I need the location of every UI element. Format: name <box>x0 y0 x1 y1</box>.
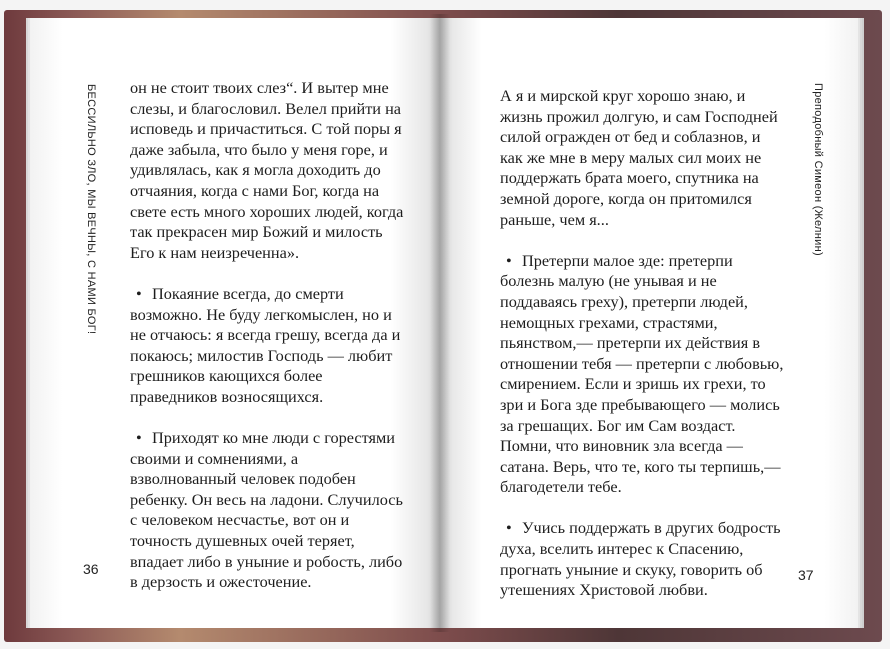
left-page-text <box>130 78 408 613</box>
paragraph-text: А я и мирской круг хорошо знаю, и жизнь прожил долгую, и сам Господней силой огражден от бед и соблазнов, и как же мне в меру малых сил моих не поддержать брата моего, спутника на земной дороге, когда он притомился раньше, чем я... <box>500 86 778 229</box>
paragraph-text: Покаяние всегда, до смерти возможно. Не буду легкомыслен, но и не отчаюсь: я всегда грешу, всегда да и покаюсь; милостив Господь — любит грешников кающихся более праведников возносящихся. <box>130 283 401 406</box>
right-paragraph-3 <box>500 518 784 600</box>
right-page-number: 37 <box>798 567 814 583</box>
bullet-marker: • <box>136 428 142 448</box>
book-gutter-shadow <box>430 14 450 632</box>
left-paragraph-1 <box>130 78 408 263</box>
right-page <box>440 18 858 628</box>
paragraph-text: он не стоит твоих слез“. И вытер мне слезы, и благословил. Велел прийти на исповедь и причаститься. С той поры я даже забыла, что было у меня горе, и удивлялась, как я могла доходить до отчаяния, когда с нами Бог, когда на свете есть много хороших людей, когда так прекрасен мир Божий и милость Его к нам неизреченна». <box>130 78 404 262</box>
right-page-text <box>500 86 784 621</box>
bullet-marker: • <box>506 250 512 270</box>
right-running-head: Преподобный Симеон (Желнин) <box>812 83 824 256</box>
left-paragraph-2 <box>130 284 408 408</box>
right-paragraph-2 <box>500 251 784 498</box>
paragraph-text: Претерпи малое зде: претерпи болезнь малую (не унывая и не поддаваясь греху), претерпи людей, немощных грехами, страстями, пьянством,— претерпи их действия в отношении тебя — претерпи с любовью, смирением. Если и зришь их грехи, то зри и Бога зде пребывающего — молись за грешащих. Бог им Сам воздаст. Помни, что виновник зла всегда — сатана. Верь, что те, кого ты терпишь,— благодетели тебе. <box>500 250 784 497</box>
right-paragraph-1 <box>500 86 784 230</box>
paragraph-text: Приходят ко мне люди с горестями своими и сомнениями, а взволнованный человек подобен ребенку. Он весь на ладони. Случилось с человеком несчастье, вот он и точность душевных очей теряет, впадает либо в уныние и робость, либо в дерзость и ожесточение. <box>130 428 403 592</box>
paragraph-text: Учись поддержать в других бодрость духа, вселить интерес к Спасению, прогнать уныние и скуку, говорить об утешениях Христовой любви. <box>500 518 781 600</box>
left-page-number: 36 <box>83 561 99 577</box>
bullet-marker: • <box>506 518 512 538</box>
bullet-marker: • <box>136 283 142 303</box>
left-paragraph-3 <box>130 428 408 593</box>
left-running-head: БЕССИЛЬНО ЗЛО, МЫ ВЕЧНЫ, С НАМИ БОГ! <box>85 84 97 335</box>
left-page <box>30 18 440 628</box>
